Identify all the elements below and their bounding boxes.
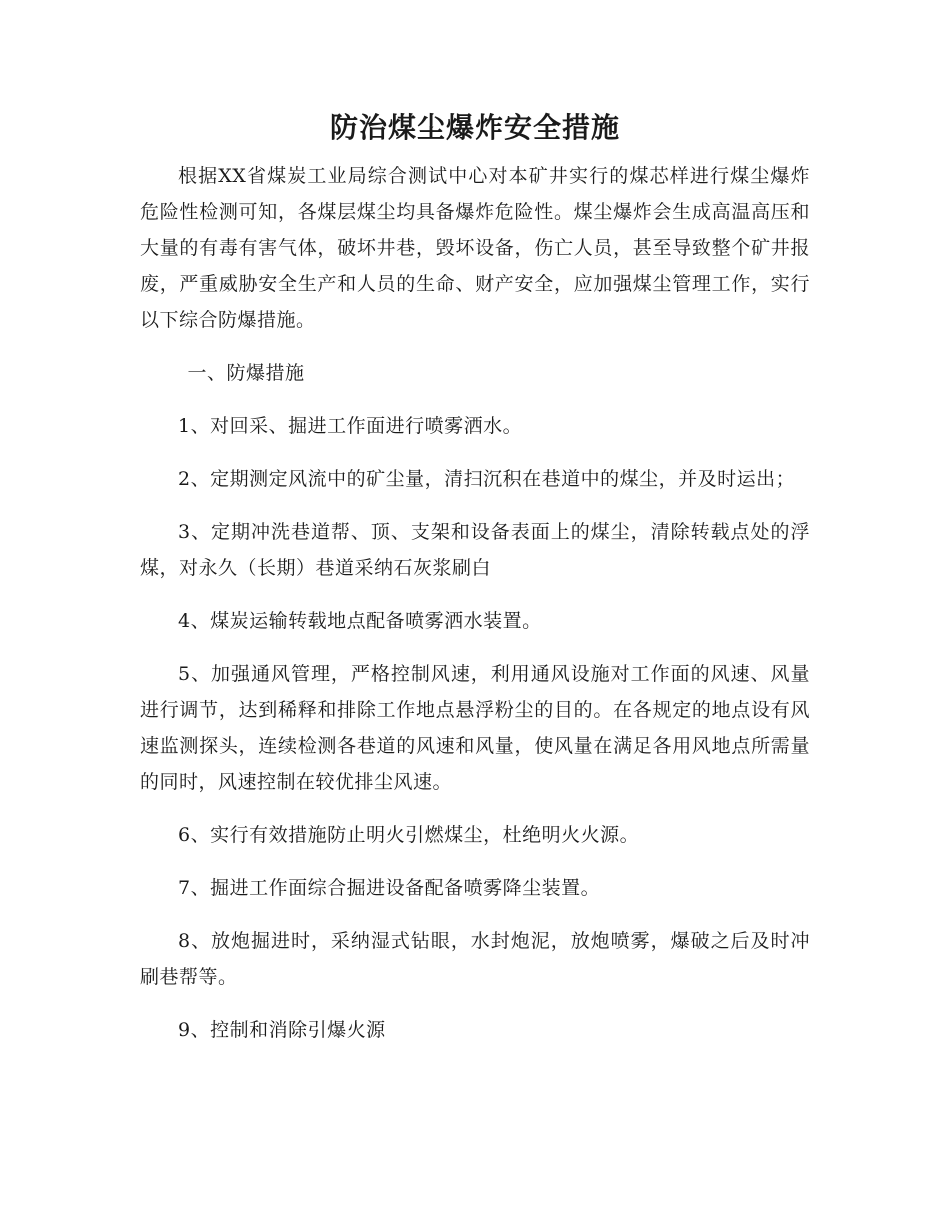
document-title: 防治煤尘爆炸安全措施 <box>329 111 620 144</box>
section-heading: 一、防爆措施 <box>187 362 305 384</box>
measure-item-7: 7、掘进工作面综合掘进设备配备喷雾降尘装置。 <box>178 877 601 899</box>
intro-paragraph: 根据XX省煤炭工业局综合测试中心对本矿井实行的煤芯样进行煤尘爆炸危险性检测可知，各煤层煤尘均具备爆炸危险性。煤尘爆炸会生成高温高压和大量的有毒有害气体，破坏井巷，毁坏设备，伤亡人员，甚至导致整个矿井报废，严重威胁安全生产和人员的生命、财产安全，应加强煤尘管理工作，实行以下综合防爆措施。 <box>140 165 810 331</box>
measure-item-6: 6、实行有效措施防止明火引燃煤尘，杜绝明火火源。 <box>178 824 640 846</box>
measure-item-8: 8、放炮掘进时，采纳湿式钻眼，水封炮泥，放炮喷雾，爆破之后及时冲刷巷帮等。 <box>140 930 810 988</box>
measure-item-9: 9、控制和消除引爆火源 <box>178 1019 386 1041</box>
measure-item-4: 4、煤炭运输转载地点配备喷雾洒水装置。 <box>178 610 542 632</box>
measure-item-5: 5、加强通风管理，严格控制风速，利用通风设施对工作面的风速、风量进行调节，达到稀释和排除工作地点悬浮粉尘的目的。在各规定的地点设有风速监测探头，连续检测各巷道的风速和风量，使风量在满足各用风地点所需量的同时，风速控制在较优排尘风速。 <box>140 663 810 793</box>
measure-item-1: 1、对回采、掘进工作面进行喷雾洒水。 <box>178 415 523 437</box>
measure-item-3: 3、定期冲洗巷道帮、顶、支架和设备表面上的煤尘，清除转载点处的浮煤，对永久（长期）巷道采纳石灰浆刷白 <box>140 521 810 579</box>
measure-item-2: 2、定期测定风流中的矿尘量，清扫沉积在巷道中的煤尘，并及时运出； <box>178 468 796 490</box>
